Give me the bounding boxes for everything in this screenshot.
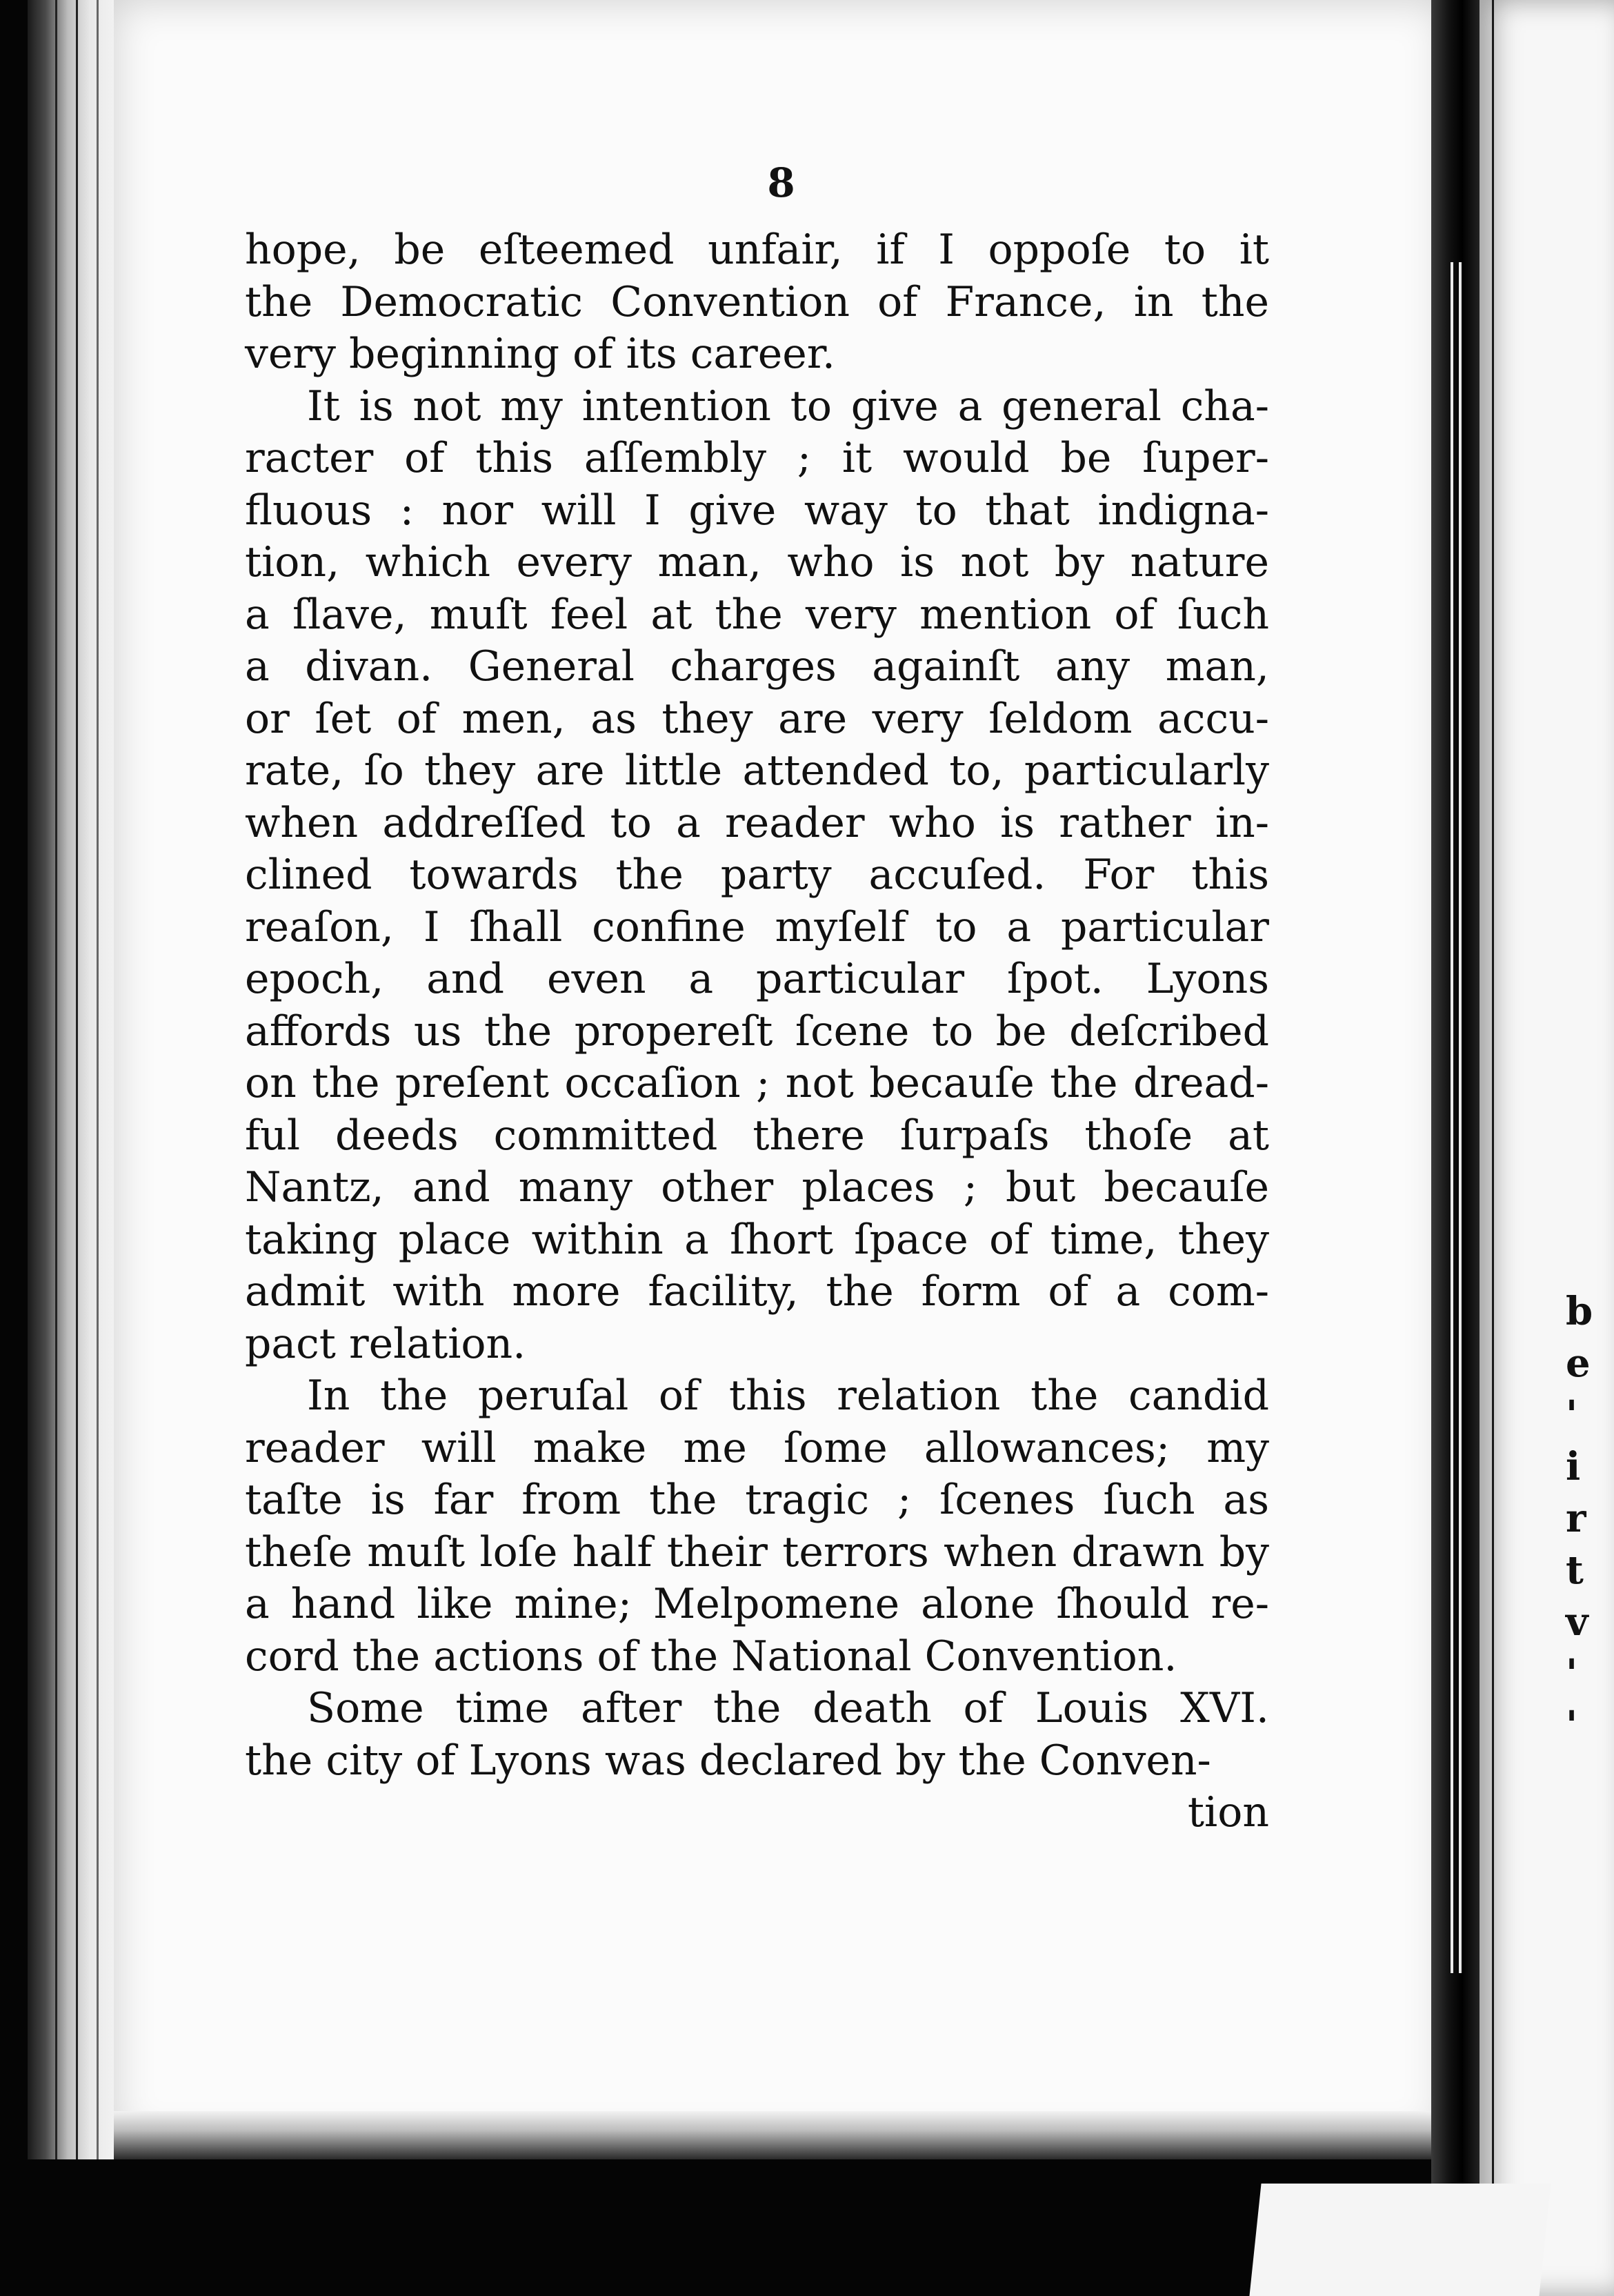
book-edge-left	[28, 0, 117, 2159]
text-line: theſe muſt loſe half their terrors when drawn by	[245, 1527, 1269, 1576]
text-line: taſte is far from the tragic ; ſcenes ſuch as	[245, 1476, 1269, 1524]
text-line: taking place within a ſhort ſpace of time, they	[245, 1215, 1269, 1264]
text-line: a divan. General charges againſt any man,	[245, 642, 1269, 691]
text-line: clined towards the party accuſed. For this	[245, 851, 1269, 899]
paragraphs	[245, 224, 1269, 1787]
facing-page-fragment: '	[1566, 1392, 1578, 1438]
facing-page-fragment: t	[1566, 1547, 1584, 1593]
page-number: 8	[767, 159, 795, 206]
facing-page-fragment: '	[1566, 1651, 1578, 1696]
book-gutter	[1431, 0, 1483, 2296]
text-line: In the peruſal of this relation the candid	[307, 1372, 1269, 1420]
paper-slip	[1249, 2184, 1551, 2296]
text-line: ful deeds committed there ſurpaſs thoſe at	[245, 1111, 1269, 1160]
facing-page-fragment: r	[1566, 1496, 1586, 1541]
paragraph	[245, 224, 1269, 381]
paragraph	[245, 381, 1269, 1371]
text-line: a ſlave, muſt feel at the very mention of ſuch	[245, 590, 1269, 639]
facing-page-edge	[1492, 0, 1494, 2296]
text-line: tion, which every man, who is not by nature	[245, 538, 1269, 586]
facing-page-fragment: '	[1566, 1703, 1578, 1748]
edge-line	[97, 0, 99, 2159]
text-line: the city of Lyons was declared by the Conven-	[245, 1736, 1211, 1785]
text-line: rate, ſo they are little attended to, particularly	[245, 746, 1269, 795]
edge-line	[76, 0, 78, 2159]
text-line: fluous : nor will I give way to that indigna-	[245, 486, 1269, 535]
facing-page-fragment: e	[1566, 1340, 1591, 1386]
text-line: affords us the propereſt ſcene to be deſcribed	[245, 1007, 1269, 1056]
edge-line	[55, 0, 57, 2159]
text-line: It is not my intention to give a general cha-	[307, 382, 1269, 430]
text-line: or ſet of men, as they are very ſeldom accu-	[245, 694, 1269, 743]
facing-page-fragment: i	[1566, 1444, 1581, 1490]
page-text	[245, 159, 1269, 1839]
facing-page-fragment: v	[1566, 1599, 1588, 1645]
text-line: reader will make me ſome allowances; my	[245, 1423, 1269, 1472]
text-line: the Democratic Convention of France, in the	[245, 277, 1269, 326]
text-line: cord the actions of the National Convention.	[245, 1632, 1177, 1681]
text-line: pact relation.	[245, 1319, 526, 1368]
gutter-thread	[1459, 262, 1462, 1973]
text-line: racter of this aſſembly ; it would be ſuper-	[245, 434, 1269, 482]
facing-page	[1480, 0, 1614, 2296]
paragraph	[245, 1683, 1269, 1787]
text-line: very beginning of its career.	[245, 330, 835, 378]
facing-page-fragment: b	[1566, 1289, 1593, 1334]
text-line: epoch, and even a particular ſpot. Lyons	[245, 955, 1269, 1003]
gutter-thread	[1451, 262, 1453, 1973]
text-line: Some time after the death of Louis XVI.	[307, 1684, 1269, 1732]
catchword: tion	[1187, 1788, 1269, 1837]
text-line: admit with more facility, the form of a com-	[245, 1267, 1269, 1316]
left-page-bottom-edge	[114, 2111, 1445, 2159]
text-line: when addreſſed to a reader who is rather in-	[245, 798, 1269, 847]
text-line: on the preſent occaſion ; not becauſe the dread-	[245, 1059, 1269, 1107]
text-line: Nantz, and many other places ; but becauſe	[245, 1163, 1269, 1211]
paragraph	[245, 1370, 1269, 1683]
text-line: reaſon, I ſhall confine myſelf to a particular	[245, 902, 1269, 951]
text-line: hope, be eſteemed unfair, if I oppoſe to it	[245, 226, 1269, 274]
text-line: a hand like mine; Melpomene alone ſhould re-	[245, 1580, 1269, 1628]
